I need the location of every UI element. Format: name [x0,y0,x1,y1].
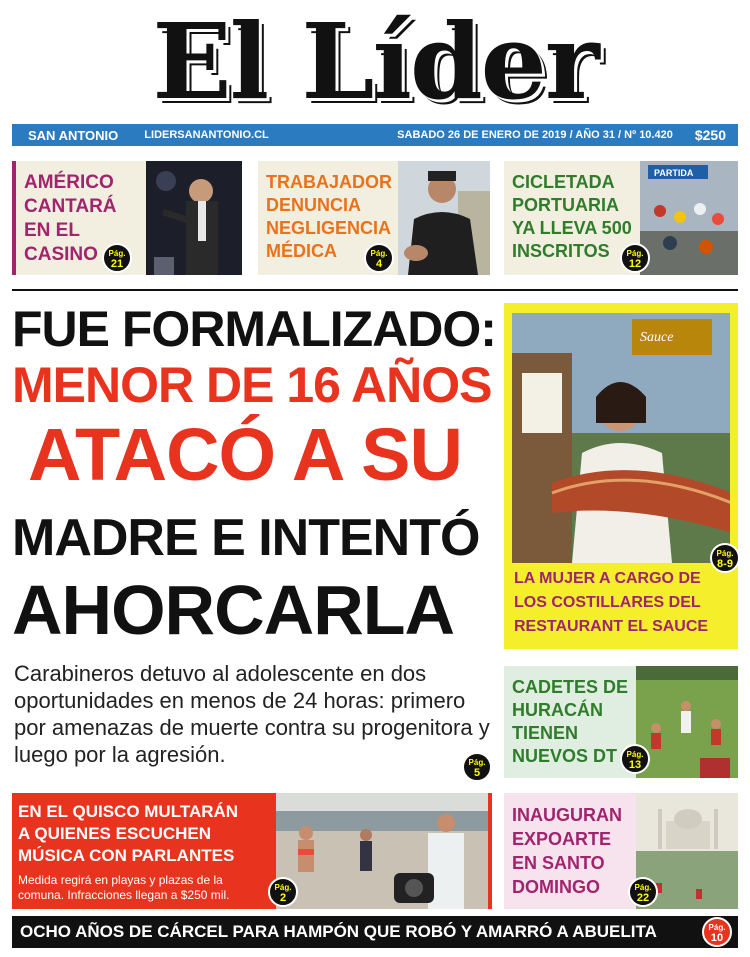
teaser-headline: CICLETADA PORTUARIA YA LLEVA 500 INSCRITOS [512,172,632,261]
worker-photo [398,161,490,275]
teaser-cicletada[interactable] [504,161,738,275]
main-headline-line2[interactable]: MENOR DE 16 AÑOS [12,357,492,413]
start-banner-text: PARTIDA [654,168,694,178]
teaser-headline: INAUGURAN EXPOARTE EN SANTO DOMINGO [512,805,622,897]
page-badge: Pág. 22 [628,877,658,907]
issue-dateline: SABADO 26 DE ENERO DE 2019 / AÑO 31 / Nº 10.420 [397,129,673,141]
feature-headline: LA MUJER A CARGO DE LOS COSTILLARES DEL RESTAURANT EL SAUCE [514,570,709,635]
section-divider [12,289,738,291]
edition-city: SAN ANTONIO [28,127,119,143]
teaser-americo[interactable] [12,161,242,275]
page-badge: Pág. 21 [102,243,132,273]
teaser-headline: CADETES DE HURACÁN TIENEN NUEVOS DT [512,677,629,766]
main-story-lede: Carabineros detuvo al adolescente en dos oportunidades en menos de 24 horas: primero por amenazas de muerte contra su progenitora y luego por la agresión. [14,661,490,767]
page-badge: Pág. 10 [702,917,732,947]
page-badge: Pág. 13 [620,744,650,774]
quisco-headline: EN EL QUISCO MULTARÁN A QUIENES ESCUCHEN MÚSICA CON PARLANTES [18,802,239,865]
teaser-headline: TRABAJADOR DENUNCIA NEGLIGENCIA MÉDICA [266,172,392,261]
teaser-headline: AMÉRICO CANTARÁ EN EL CASINO [24,172,117,265]
teaser-huracan[interactable] [504,666,738,778]
main-headline-kicker[interactable]: FUE FORMALIZADO: [12,301,496,357]
page-badge: Pág. 8-9 [710,543,740,573]
website-link[interactable]: LIDERSANANTONIO.CL [144,129,269,141]
restaurant-sign-text: Sauce [640,330,674,345]
cyclists-photo [640,161,738,275]
feature-costillares[interactable] [504,303,738,649]
story-quisco[interactable] [12,793,492,909]
masthead [0,0,750,123]
page-badge: Pág. 4 [364,243,394,273]
page-badge: Pág. 5 [462,752,492,782]
footer-headline: OCHO AÑOS DE CÁRCEL PARA HAMPÓN QUE ROBÓ Y AMARRÓ A ABUELITA [20,922,657,941]
page-badge: Pág. 12 [620,243,650,273]
main-headline-line5[interactable]: AHORCARLA [12,571,455,649]
main-headline-line4[interactable]: MADRE E INTENTÓ [12,509,480,567]
main-headline-line3[interactable]: ATACÓ A SU [28,413,462,496]
dateline-bar [12,124,738,146]
teaser-expoarte[interactable] [504,793,738,909]
footer-story[interactable] [12,916,738,948]
newspaper-logo: El Líder [152,0,598,123]
cover-price: $250 [694,127,726,143]
football-photo [636,666,738,778]
beach-photo [276,793,488,909]
page-badge: Pág. 2 [268,877,298,907]
singer-photo [146,161,242,275]
teaser-trabajador[interactable] [258,161,490,275]
quisco-deck: Medida regirá en playas y plazas de la comuna. Infracciones llegan a $250 mil. [18,873,230,902]
restaurant-owner-photo [512,313,730,563]
